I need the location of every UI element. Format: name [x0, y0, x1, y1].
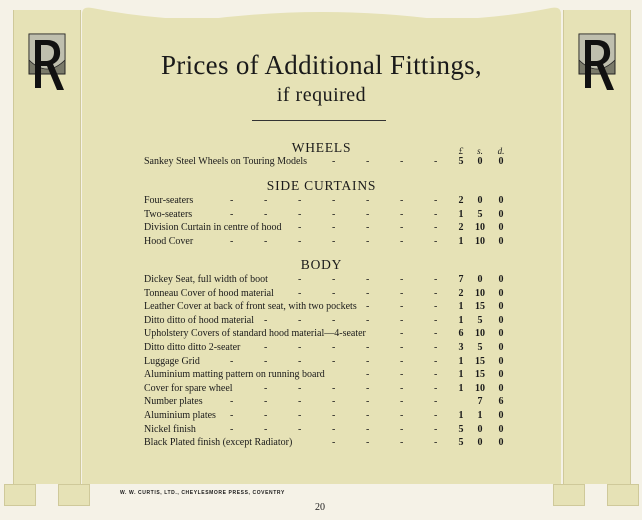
price-pounds: 1 [458, 355, 464, 367]
price-pence: 0 [498, 195, 504, 206]
price-shillings: 0 [477, 437, 483, 449]
item-label: Two-seaters [144, 208, 193, 220]
price-pence: 0 [498, 274, 504, 285]
printer-imprint: W. W. CURTIS, LTD., CHEYLESMORE PRESS, COVENTRY [120, 490, 285, 496]
price-pounds: 1 [458, 301, 464, 313]
item-label: Dickey Seat, full width of boot [144, 274, 268, 285]
page-subtitle: if required [276, 84, 367, 106]
price-pence: 0 [498, 342, 504, 353]
item-label: Division Curtain in centre of hood [144, 222, 282, 234]
price-row: Division Curtain in centre of hood 2 10 0 - - - - - [144, 221, 514, 234]
price-shillings: 10 [475, 235, 485, 247]
price-shillings: 0 [477, 156, 483, 167]
price-pence: 0 [498, 355, 504, 367]
item-label: Ditto ditto ditto 2-seater [144, 342, 241, 353]
section-heading: WHEELS [291, 140, 352, 155]
price-pounds: 2 [458, 222, 464, 234]
item-label: Nickel finish [144, 423, 196, 435]
price-row: Cover for spare wheel 1 10 0 - - - - - - [144, 382, 514, 395]
r-monogram-logo-right [577, 32, 617, 94]
price-shillings: 10 [475, 287, 485, 299]
page-title: Prices of Additional Fittings, [160, 50, 482, 80]
price-pence: 0 [498, 287, 504, 299]
price-row: Black Plated finish (except Radiator) 5 0 0 - - - - [144, 436, 514, 449]
price-pounds: 2 [458, 287, 464, 299]
price-pence: 0 [498, 410, 504, 421]
price-shillings: 10 [475, 328, 485, 340]
price-pounds: 1 [458, 410, 464, 421]
price-row: Luggage Grid 1 15 0 - - - - - - - [144, 355, 514, 368]
price-shillings: 15 [475, 301, 485, 313]
price-pence: 0 [498, 235, 504, 247]
item-label: Cover for spare wheel [144, 382, 233, 394]
item-label: Upholstery Covers of standard hood material—4-seater [144, 328, 366, 340]
item-label: Aluminium plates [144, 410, 216, 421]
price-shillings: 1 [477, 410, 483, 421]
price-row: Upholstery Covers of standard hood material—4-seater 6 10 0 - - [144, 327, 514, 340]
section-heading: SIDE CURTAINS [266, 178, 377, 193]
col-header-pence: d. [497, 146, 505, 156]
price-pounds: 5 [458, 423, 464, 435]
item-label: Black Plated finish (except Radiator) [144, 437, 293, 449]
price-pounds: 1 [458, 314, 464, 326]
price-shillings: 7 [477, 396, 483, 408]
price-pounds: 6 [458, 328, 464, 340]
price-pounds: 7 [458, 274, 464, 285]
price-pence: 0 [498, 437, 504, 449]
price-pence: 0 [498, 156, 504, 167]
price-shillings: 15 [475, 369, 485, 381]
price-row: Dickey Seat, full width of boot 7 0 0 - - - - - [144, 273, 514, 286]
right-pillar-base [553, 484, 639, 506]
price-shillings: 0 [477, 423, 483, 435]
item-label: Sankey Steel Wheels on Touring Models [144, 156, 308, 167]
price-shillings: 0 [477, 195, 483, 206]
price-row: Hood Cover 1 10 0 - - - - - - - [144, 235, 514, 248]
price-shillings: 15 [475, 355, 485, 367]
item-label: Hood Cover [144, 235, 194, 247]
item-label: Leather Cover at back of front seat, with two pockets [144, 301, 357, 313]
price-shillings: 5 [477, 342, 483, 353]
col-header-shillings: s. [477, 146, 483, 156]
price-pounds: 5 [458, 156, 464, 167]
price-pounds: 1 [458, 208, 464, 220]
col-header-pounds: £ [458, 146, 464, 156]
price-pence: 0 [498, 222, 504, 234]
price-row: Four-seaters 2 0 0 - - - - - - - [144, 194, 514, 207]
price-pounds: 2 [458, 195, 464, 206]
price-row: Tonneau Cover of hood material 2 10 0 - - - - - [144, 287, 514, 300]
price-pence: 0 [498, 382, 504, 394]
price-pounds: 1 [458, 369, 464, 381]
price-shillings: 5 [477, 208, 483, 220]
page-number: 20 [315, 502, 325, 513]
price-pounds: 3 [458, 342, 464, 353]
price-row: Ditto ditto ditto 2-seater 3 5 0 - - - - - - [144, 341, 514, 354]
price-pence: 0 [498, 301, 504, 313]
price-row: Leather Cover at back of front seat, with two pockets 1 15 0 - - - [144, 300, 514, 313]
price-pence: 0 [498, 208, 504, 220]
left-pillar-base [4, 484, 90, 506]
right-pillar [563, 10, 631, 484]
item-label: Tonneau Cover of hood material [144, 287, 274, 299]
price-shillings: 5 [477, 314, 483, 326]
price-shillings: 10 [475, 222, 485, 234]
item-label: Luggage Grid [144, 355, 200, 367]
price-pounds: 1 [458, 382, 464, 394]
item-label: Number plates [144, 396, 203, 408]
item-label: Four-seaters [144, 195, 194, 206]
price-row: Nickel finish 5 0 0 - - - - - - - [144, 423, 514, 436]
title-rule [252, 120, 386, 121]
price-shillings: 0 [477, 274, 483, 285]
item-label: Aluminium matting pattern on running board [144, 369, 325, 381]
price-pence: 6 [498, 396, 504, 408]
price-pence: 0 [498, 423, 504, 435]
price-row: Aluminium matting pattern on running board 1 15 0 - - - [144, 368, 514, 381]
left-pillar [13, 10, 81, 484]
r-monogram-logo-left [27, 32, 67, 94]
price-pounds: 1 [458, 235, 464, 247]
price-pence: 0 [498, 314, 504, 326]
price-row: Sankey Steel Wheels on Touring Models 5 0 0 - - - - [144, 155, 514, 168]
price-row: Two-seaters 1 5 0 - - - - - - - [144, 208, 514, 221]
price-row: Ditto ditto of hood material 1 5 0 - - - - - - [144, 314, 514, 327]
price-pounds: 5 [458, 437, 464, 449]
price-row: Aluminium plates 1 1 0 - - - - - - - [144, 409, 514, 422]
price-shillings: 10 [475, 382, 485, 394]
price-pence: 0 [498, 369, 504, 381]
price-row: Number plates 7 6 - - - - - - - [144, 395, 514, 408]
price-pence: 0 [498, 328, 504, 340]
section-heading: BODY [300, 257, 343, 272]
item-label: Ditto ditto of hood material [144, 314, 254, 326]
